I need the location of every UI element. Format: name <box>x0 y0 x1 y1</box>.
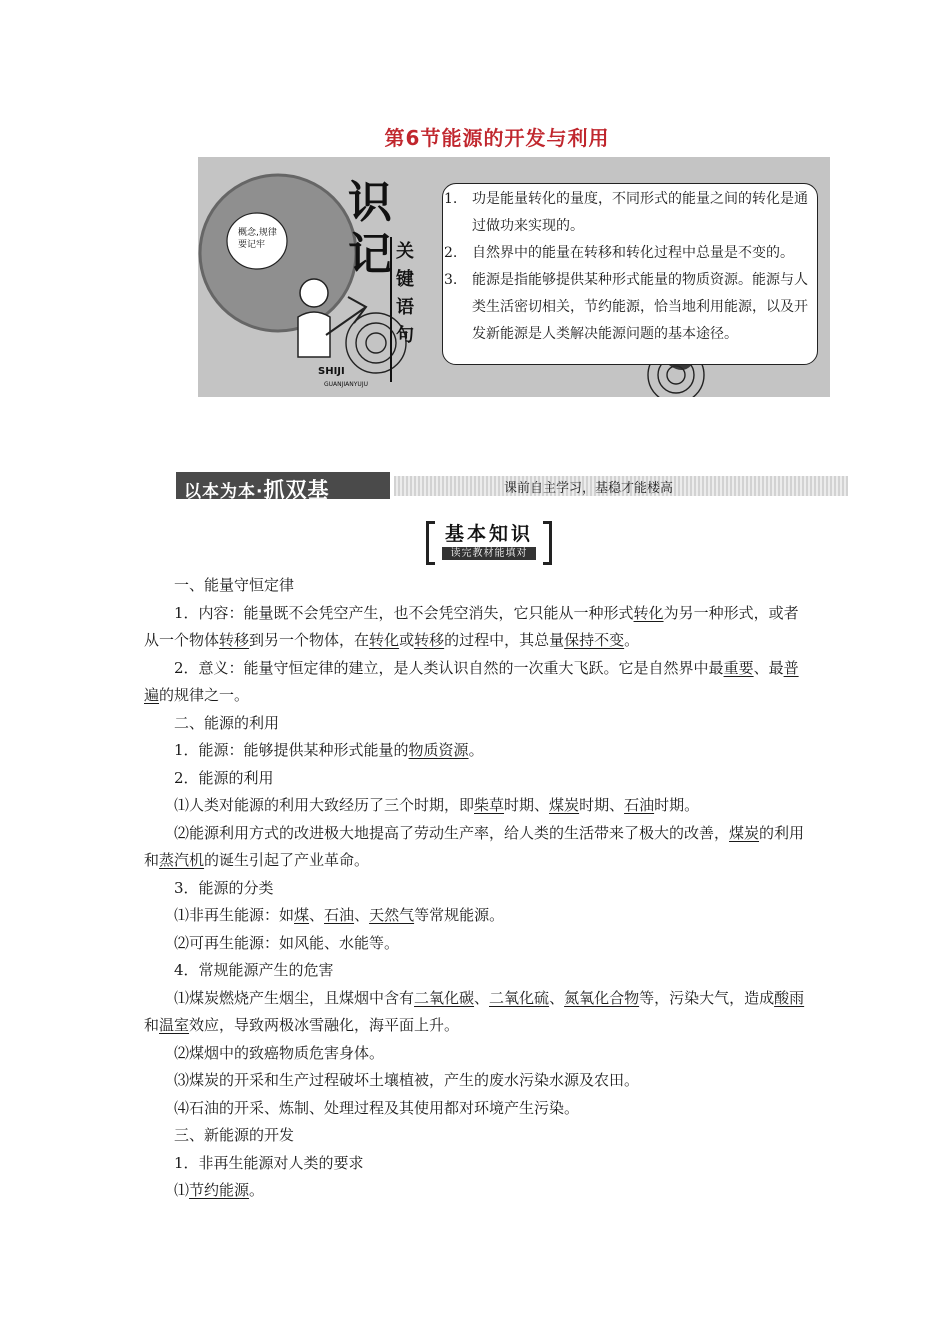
answer-blank: 酸雨 <box>774 988 805 1007</box>
content-paragraph: 1．非再生能源对人类的要求 <box>174 1153 364 1172</box>
answer-blank: 转移 <box>414 631 445 649</box>
section-subtitle: 课前自主学习，基稳才能楼高 <box>504 481 674 496</box>
content-paragraph: ⑵可再生能源：如风能、水能等。 <box>174 933 400 952</box>
answer-blank: 二氧化硫 <box>489 988 550 1007</box>
section-title: 以本为本·抓双基 <box>184 478 330 502</box>
svg-text:SHIJI: SHIJI <box>318 366 345 377</box>
answer-blank: 煤 <box>294 906 310 924</box>
content-paragraph: 3．能源的分类 <box>174 878 274 897</box>
big-char-2: 记 <box>348 229 392 280</box>
svg-text:关: 关 <box>396 241 414 262</box>
content-paragraph: ⑴人类对能源的利用大致经历了三个时期，即柴草时期、煤炭时期、石油时期。 <box>174 796 700 814</box>
circle-caption: 概念,规律要记牢 <box>238 228 277 250</box>
content-paragraph: ⑴煤炭燃烧产生烟尘，且煤烟中含有二氧化碳、二氧化硫、氮氧化合物等，污染大气，造成酸雨和温室效应，导致两极冰雪融化，海平面上升。 <box>144 988 805 1034</box>
svg-text:键: 键 <box>396 269 414 290</box>
answer-blank: 重要 <box>723 658 754 677</box>
answer-blank: 普遍 <box>144 658 799 704</box>
badge-subtitle: 读完教材能填对 <box>442 547 536 560</box>
answer-blank: 转化 <box>369 631 400 649</box>
content-paragraph: ⑴节约能源。 <box>174 1181 265 1199</box>
note-item: 1. 功是能量转化的量度，不同形式的能量之间的转化是通过做功来实现的。 <box>444 191 808 234</box>
answer-blank: 煤炭 <box>729 823 760 842</box>
content-paragraph: 2．能源的利用 <box>174 768 274 787</box>
answer-blank: 石油 <box>324 906 355 924</box>
big-char-1: 识 <box>348 177 392 228</box>
content-paragraph: 2．意义：能量守恒定律的建立，是人类认识自然的一次重大飞跃。它是自然界中最重要、最普遍的规律之一。 <box>144 658 799 704</box>
content-paragraph: ⑵煤烟中的致癌物质危害身体。 <box>174 1043 385 1062</box>
section-banner <box>176 472 848 502</box>
answer-blank: 转移 <box>219 631 250 649</box>
content-paragraph: 三、新能源的开发 <box>174 1126 295 1144</box>
answer-blank: 二氧化碳 <box>414 988 475 1007</box>
answer-blank: 氮氧化合物 <box>564 988 640 1007</box>
svg-text:句: 句 <box>396 325 414 346</box>
badge-title: 基本知识 <box>444 523 533 545</box>
person-head-icon <box>300 279 328 307</box>
content-paragraph: 二、能源的利用 <box>174 713 280 732</box>
content-paragraph: 4．常规能源产生的危害 <box>174 961 334 979</box>
content-paragraph: 1．能源：能够提供某种形式能量的物质资源。 <box>174 741 484 759</box>
note-item: 2. 自然界中的能量在转移和转化过程中总量是不变的。 <box>444 245 794 261</box>
answer-blank: 转化 <box>633 603 664 622</box>
content-paragraph: ⑶煤炭的开采和生产过程破坏土壤植被，产生的废水污染水源及农田。 <box>174 1071 640 1089</box>
person-body-icon <box>298 312 330 357</box>
content-paragraph: ⑴非再生能源：如煤、石油、天然气等常规能源。 <box>174 906 505 924</box>
answer-blank: 天然气 <box>369 906 415 924</box>
answer-blank: 物质资源 <box>408 741 469 759</box>
content-paragraph: ⑵能源利用方式的改进极大地提高了劳动生产率，给人类的生活带来了极大的改善，煤炭的利用和蒸汽机的诞生引起了产业革命。 <box>144 823 805 869</box>
answer-blank: 温室 <box>159 1016 190 1034</box>
answer-blank: 蒸汽机 <box>159 851 205 869</box>
answer-blank: 节约能源 <box>189 1181 250 1199</box>
content-paragraph: 1．内容：能量既不会凭空产生，也不会凭空消失，它只能从一种形式转化为另一种形式，或者从一个物体转移到另一个物体，在转化或转移的过程中，其总量保持不变。 <box>144 603 799 649</box>
answer-blank: 柴草 <box>474 796 505 814</box>
notes-list <box>444 186 816 348</box>
svg-text:语: 语 <box>396 297 414 318</box>
page-title: 第6节能源的开发与利用 <box>384 126 610 150</box>
basic-knowledge-badge <box>426 519 552 561</box>
content-paragraph: 一、能量守恒定律 <box>174 576 295 594</box>
content-paragraph: ⑷石油的开采、炼制、处理过程及其使用都对环境产生污染。 <box>174 1098 580 1117</box>
note-item: 3. 能源是指能够提供某种形式能量的物质资源。能源与人类生活密切相关，节约能源，恰当地利用能源，以及开发新能源是人类解决能源问题的基本途径。 <box>444 272 808 342</box>
answer-blank: 保持不变 <box>564 631 625 649</box>
answer-blank: 煤炭 <box>549 796 580 814</box>
knowledge-content <box>144 572 808 1205</box>
answer-blank: 石油 <box>624 796 655 814</box>
svg-text:GUANJIANYUJU: GUANJIANYUJU <box>324 381 368 388</box>
